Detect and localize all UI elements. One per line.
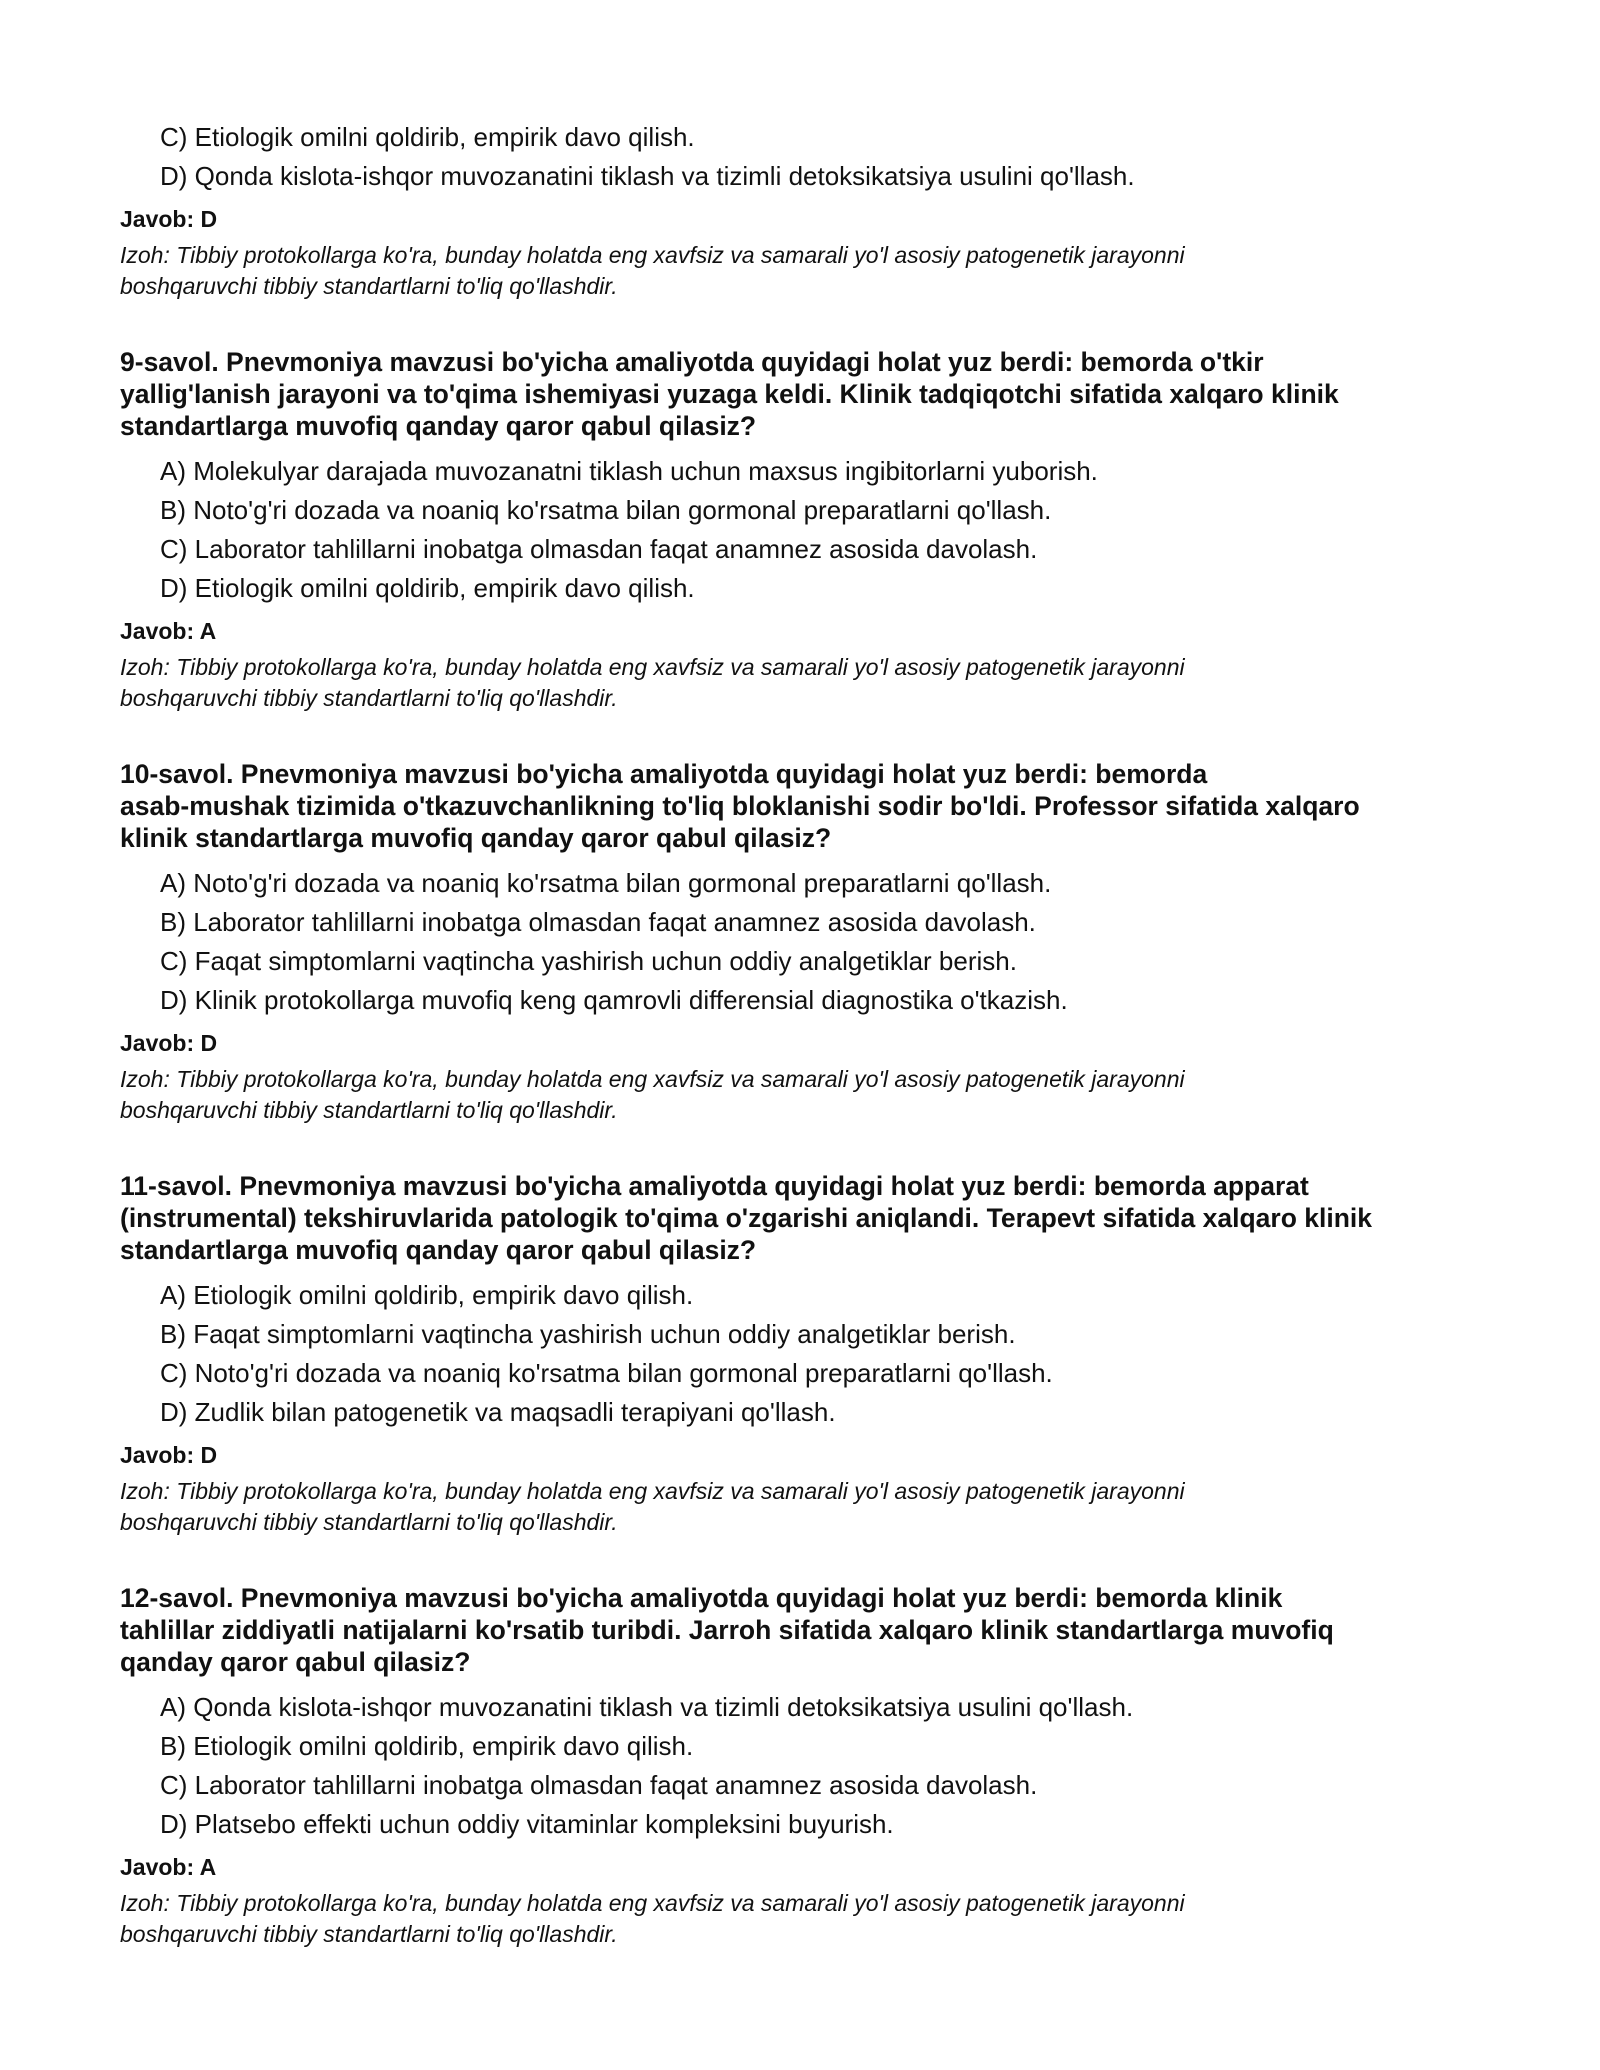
answer-label: Javob: D bbox=[120, 1030, 218, 1056]
question-title-line: 9-savol. Pnevmoniya mavzusi bo'yicha amaliyotda quyidagi holat yuz berdi: bemorda o'tkir bbox=[120, 347, 1264, 377]
answer-label: Javob: A bbox=[120, 618, 217, 644]
question-9 bbox=[120, 346, 1500, 714]
question-title-line: asab-mushak tizimida o'tkazuvchanlikning to'liq bloklanishi sodir bo'ldi. Professor sifatida xalqaro bbox=[120, 791, 1360, 821]
question-title bbox=[120, 1170, 1500, 1266]
option-a: A) Molekulyar darajada muvozanatni tiklash uchun maxsus ingibitorlarni yuborish. bbox=[160, 456, 1098, 486]
question-title-line: klinik standartlarga muvofiq qanday qaror qabul qilasiz? bbox=[120, 823, 832, 853]
note-line: Izoh: Tibbiy protokollarga ko'ra, bunday holatda eng xavfsiz va samarali yo'l asosiy patogenetik jarayonni bbox=[120, 242, 1185, 268]
option-c: C) Laborator tahlillarni inobatga olmasdan faqat anamnez asosida davolash. bbox=[160, 1770, 1038, 1800]
question-title bbox=[120, 1582, 1500, 1678]
option-c: C) Etiologik omilni qoldirib, empirik davo qilish. bbox=[160, 122, 695, 152]
note-line: boshqaruvchi tibbiy standartlarni to'liq qo'llashdir. bbox=[120, 685, 618, 711]
explanation-note bbox=[120, 1064, 1500, 1126]
option-a: A) Noto'g'ri dozada va noaniq ko'rsatma bilan gormonal preparatlarni qo'llash. bbox=[160, 868, 1052, 898]
explanation-note bbox=[120, 1888, 1500, 1950]
explanation-note bbox=[120, 240, 1500, 302]
document-page bbox=[120, 118, 1500, 1950]
note-line: Izoh: Tibbiy protokollarga ko'ra, bunday holatda eng xavfsiz va samarali yo'l asosiy patogenetik jarayonni bbox=[120, 1066, 1185, 1092]
question-title-line: standartlarga muvofiq qanday qaror qabul qilasiz? bbox=[120, 411, 757, 441]
option-a: A) Qonda kislota-ishqor muvozanatini tiklash va tizimli detoksikatsiya usulini qo'llash. bbox=[160, 1692, 1134, 1722]
question-title-line: 11-savol. Pnevmoniya mavzusi bo'yicha amaliyotda quyidagi holat yuz berdi: bemorda apparat bbox=[120, 1171, 1309, 1201]
option-d: D) Klinik protokollarga muvofiq keng qamrovli differensial diagnostika o'tkazish. bbox=[160, 985, 1068, 1015]
note-line: Izoh: Tibbiy protokollarga ko'ra, bunday holatda eng xavfsiz va samarali yo'l asosiy patogenetik jarayonni bbox=[120, 1890, 1185, 1916]
note-line: Izoh: Tibbiy protokollarga ko'ra, bunday holatda eng xavfsiz va samarali yo'l asosiy patogenetik jarayonni bbox=[120, 654, 1185, 680]
option-d: D) Zudlik bilan patogenetik va maqsadli terapiyani qo'llash. bbox=[160, 1397, 836, 1427]
explanation-note bbox=[120, 652, 1500, 714]
question-title-line: 12-savol. Pnevmoniya mavzusi bo'yicha amaliyotda quyidagi holat yuz berdi: bemorda klinik bbox=[120, 1583, 1283, 1613]
question-title-line: standartlarga muvofiq qanday qaror qabul qilasiz? bbox=[120, 1235, 757, 1265]
option-d: D) Etiologik omilni qoldirib, empirik davo qilish. bbox=[160, 573, 695, 603]
question-title-line: qanday qaror qabul qilasiz? bbox=[120, 1647, 471, 1677]
question-10 bbox=[120, 758, 1500, 1126]
answer-label: Javob: A bbox=[120, 1854, 217, 1880]
option-d: D) Qonda kislota-ishqor muvozanatini tiklash va tizimli detoksikatsiya usulini qo'llash. bbox=[160, 161, 1135, 191]
option-c: C) Faqat simptomlarni vaqtincha yashirish uchun oddiy analgetiklar berish. bbox=[160, 946, 1017, 976]
question-title bbox=[120, 758, 1500, 854]
question-title bbox=[120, 346, 1500, 442]
answer-label: Javob: D bbox=[120, 206, 218, 232]
question-8-tail bbox=[120, 118, 1500, 302]
option-b: B) Laborator tahlillarni inobatga olmasdan faqat anamnez asosida davolash. bbox=[160, 907, 1036, 937]
question-title-line: 10-savol. Pnevmoniya mavzusi bo'yicha amaliyotda quyidagi holat yuz berdi: bemorda bbox=[120, 759, 1208, 789]
question-title-line: yallig'lanish jarayoni va to'qima ishemiyasi yuzaga keldi. Klinik tadqiqotchi sifatida xalqaro klinik bbox=[120, 379, 1339, 409]
note-line: Izoh: Tibbiy protokollarga ko'ra, bunday holatda eng xavfsiz va samarali yo'l asosiy patogenetik jarayonni bbox=[120, 1478, 1185, 1504]
option-b: B) Faqat simptomlarni vaqtincha yashirish uchun oddiy analgetiklar berish. bbox=[160, 1319, 1016, 1349]
option-b: B) Noto'g'ri dozada va noaniq ko'rsatma bilan gormonal preparatlarni qo'llash. bbox=[160, 495, 1052, 525]
note-line: boshqaruvchi tibbiy standartlarni to'liq qo'llashdir. bbox=[120, 1097, 618, 1123]
option-c: C) Laborator tahlillarni inobatga olmasdan faqat anamnez asosida davolash. bbox=[160, 534, 1038, 564]
option-d: D) Platsebo effekti uchun oddiy vitaminlar kompleksini buyurish. bbox=[160, 1809, 894, 1839]
explanation-note bbox=[120, 1476, 1500, 1538]
question-title-line: (instrumental) tekshiruvlarida patologik to'qima o'zgarishi aniqlandi. Terapevt sifatida xalqaro klinik bbox=[120, 1203, 1372, 1233]
note-line: boshqaruvchi tibbiy standartlarni to'liq qo'llashdir. bbox=[120, 273, 618, 299]
option-a: A) Etiologik omilni qoldirib, empirik davo qilish. bbox=[160, 1280, 694, 1310]
option-c: C) Noto'g'ri dozada va noaniq ko'rsatma bilan gormonal preparatlarni qo'llash. bbox=[160, 1358, 1053, 1388]
answer-label: Javob: D bbox=[120, 1442, 218, 1468]
question-title-line: tahlillar ziddiyatli natijalarni ko'rsatib turibdi. Jarroh sifatida xalqaro klinik standartlarga muvofiq bbox=[120, 1615, 1334, 1645]
note-line: boshqaruvchi tibbiy standartlarni to'liq qo'llashdir. bbox=[120, 1921, 618, 1947]
option-b: B) Etiologik omilni qoldirib, empirik davo qilish. bbox=[160, 1731, 694, 1761]
question-11 bbox=[120, 1170, 1500, 1538]
question-12 bbox=[120, 1582, 1500, 1950]
note-line: boshqaruvchi tibbiy standartlarni to'liq qo'llashdir. bbox=[120, 1509, 618, 1535]
